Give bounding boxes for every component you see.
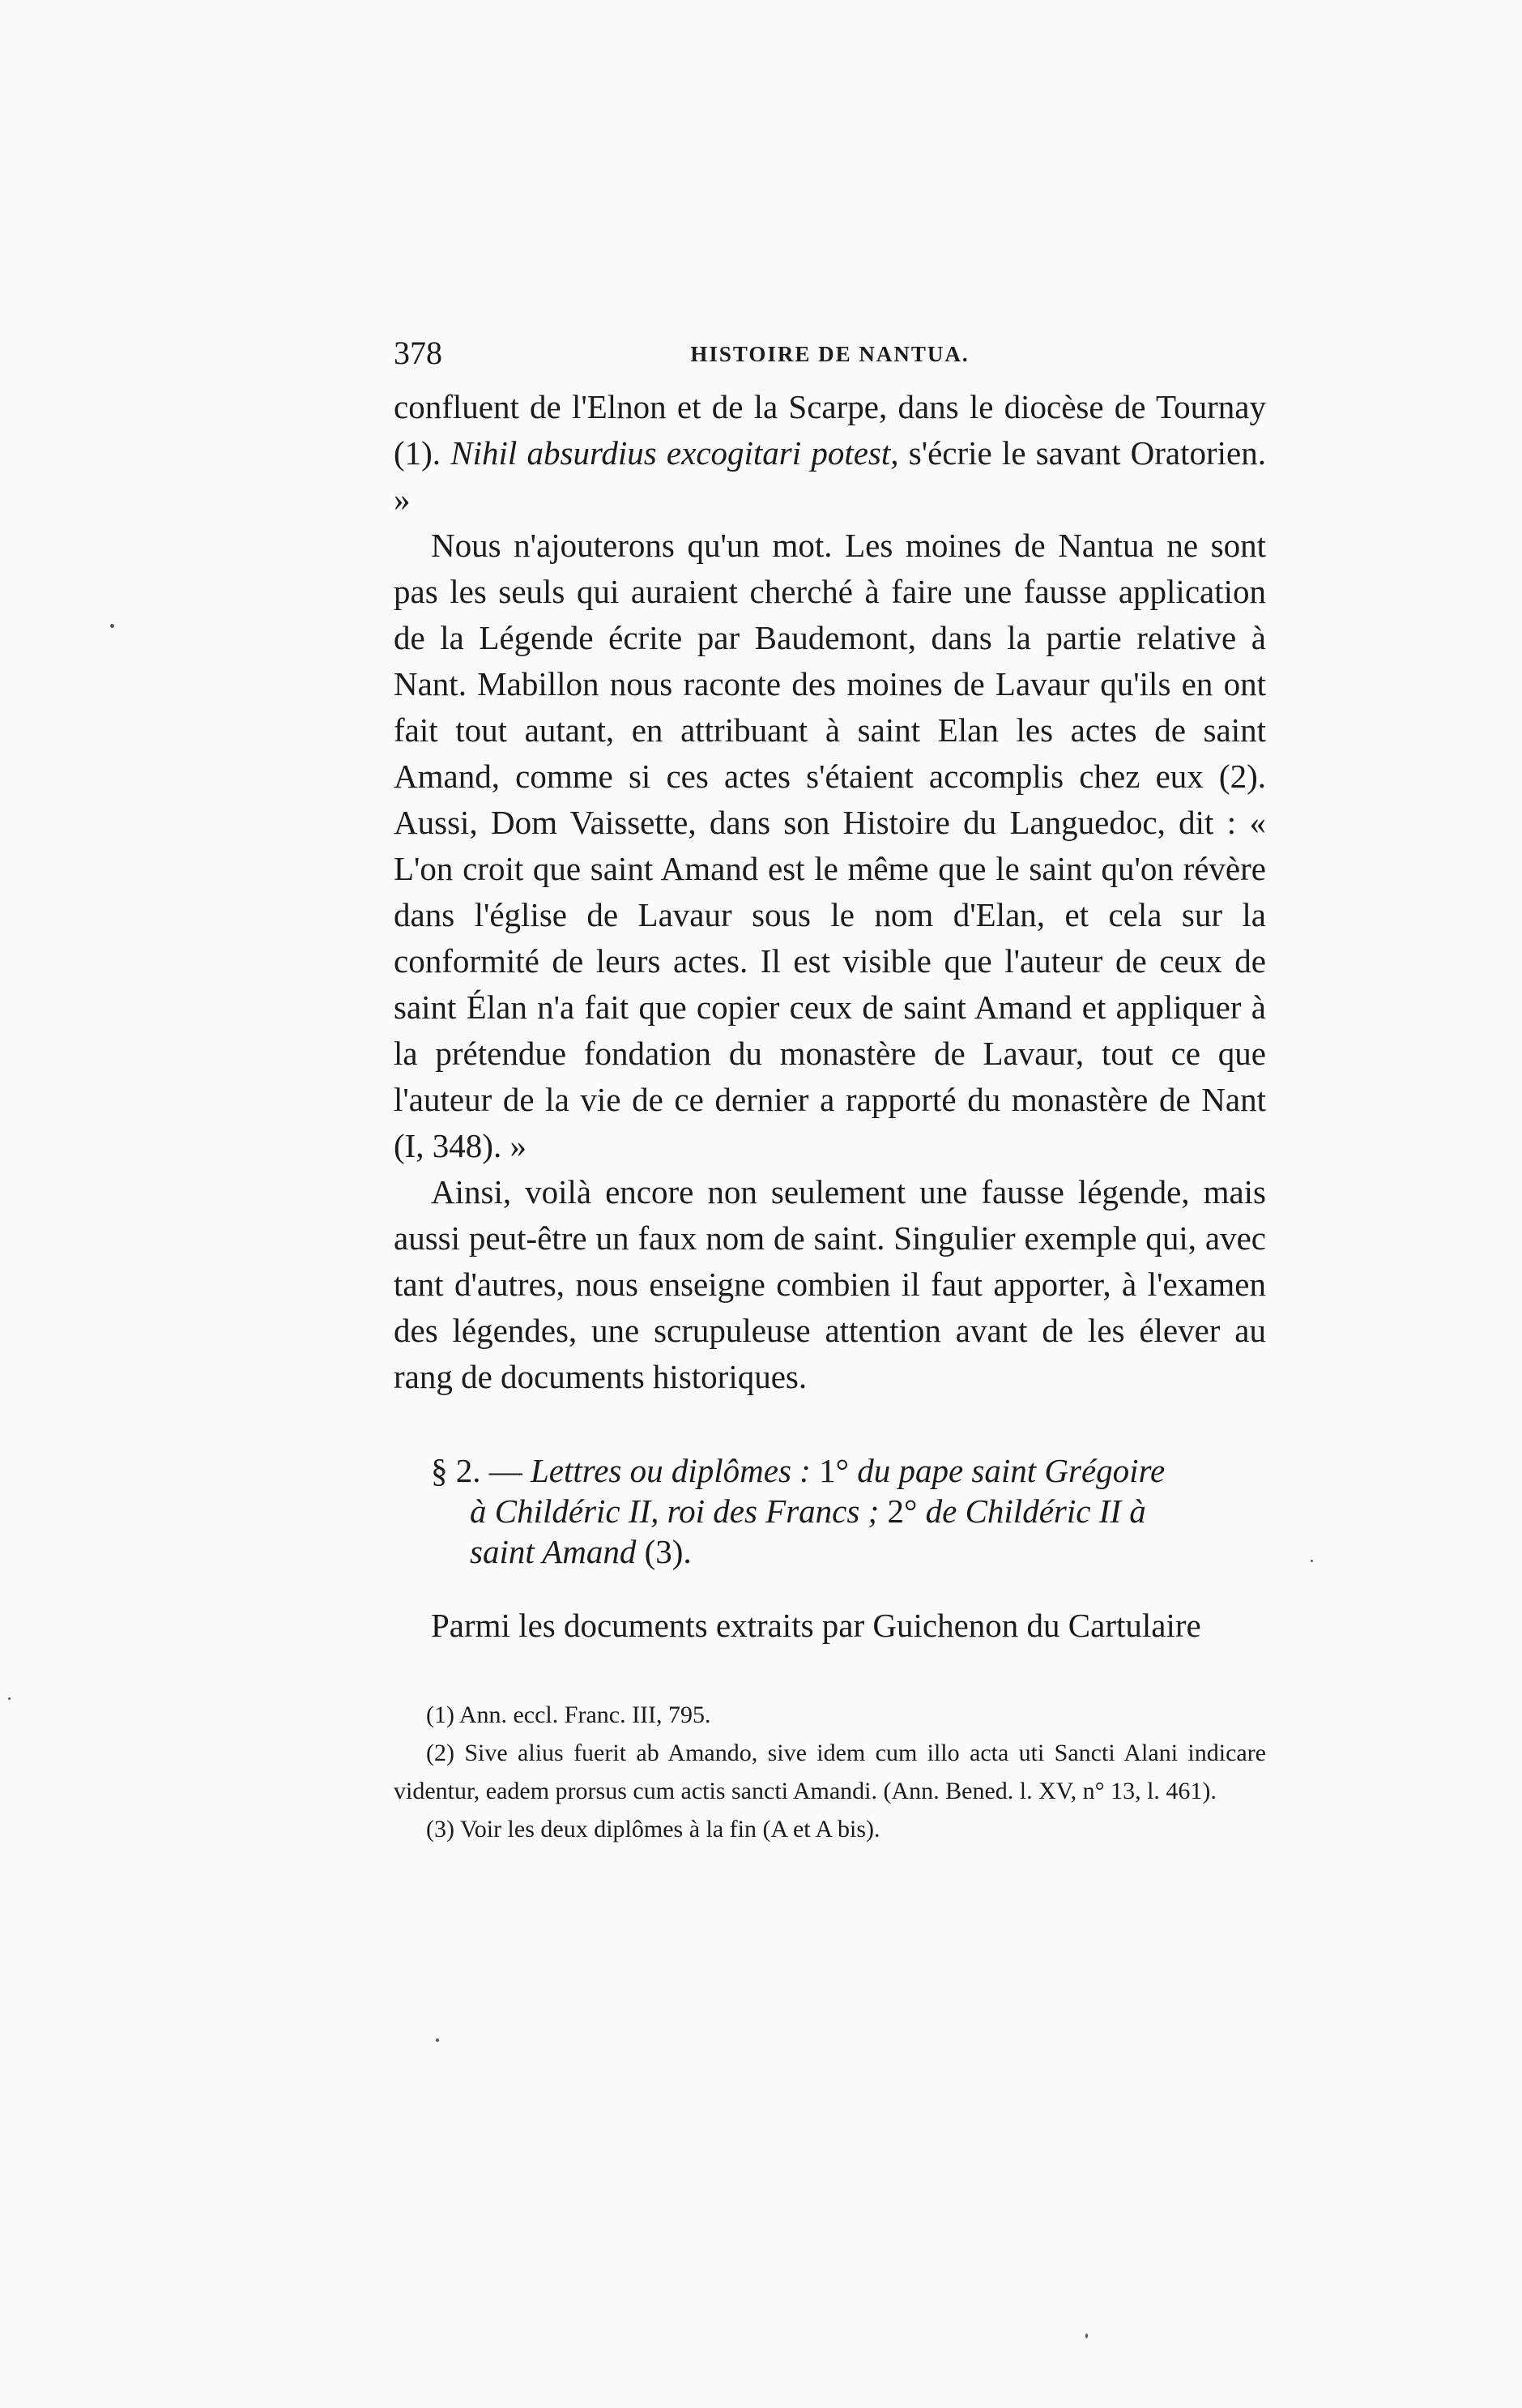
- footnotes: [394, 1696, 1266, 1848]
- page-number: 378: [394, 335, 442, 371]
- footnote-3: (3) Voir les deux diplômes à la fin (A et A bis).: [426, 1816, 880, 1842]
- speck: [436, 2039, 439, 2042]
- footnote-1: (1) Ann. eccl. Franc. III, 795.: [426, 1701, 711, 1728]
- section-title-part-5: saint Amand: [470, 1533, 637, 1570]
- section-note-ref: (3).: [636, 1533, 692, 1570]
- footnote-2: (2) Sive alius fuerit ab Amando, sive idem cum illo acta uti Sancti Alani indicare videntur, eadem prorsus cum actis sancti Amandi. (Ann. Bened. l. XV, n° 13, l. 461).: [394, 1740, 1266, 1804]
- speck: [1085, 2333, 1088, 2338]
- section-title-part-3: à Childéric II, roi des Francs ;: [470, 1492, 880, 1530]
- running-title: HISTOIRE DE NANTUA.: [690, 342, 970, 366]
- section-heading: [394, 1450, 1266, 1572]
- section-ordinal-1: 1°: [810, 1452, 858, 1489]
- running-head: [394, 334, 1266, 374]
- section-title-part-2: du pape saint Grégoire: [857, 1452, 1166, 1489]
- speck: [8, 1697, 11, 1700]
- section-ordinal-2: 2°: [879, 1492, 926, 1530]
- paragraph-3: Ainsi, voilà encore non seulement une fausse légende, mais aussi peut-être un faux nom de saint. Singulier exemple qui, avec tant d'autres, nous enseigne combien il faut apporter, à l'examen des légendes, une scrupuleuse attention avant de les élever au rang de documents historiques.: [394, 1173, 1266, 1395]
- latin-quote: Nihil absurdius excogitari potest,: [450, 434, 899, 472]
- paragraph-1-start: confluent de l'Elnon et de la Scarpe, dans le diocèse de Tournay (1).: [394, 388, 1266, 472]
- speck: [110, 624, 114, 628]
- section-title-part-1: Lettres ou diplômes :: [531, 1452, 811, 1489]
- body-text: [394, 384, 1266, 1649]
- section-symbol: § 2. —: [431, 1452, 522, 1489]
- paragraph-2: Nous n'ajouterons qu'un mot. Les moines de Nantua ne sont pas les seuls qui auraient cherché à faire une fausse application de la Légende écrite par Baudemont, dans la partie relative à Nant. Mabillon nous raconte des moines de Lavaur qu'ils en ont fait tout autant, en attribuant à saint Elan les actes de saint Amand, comme si ces actes s'étaient accomplis chez eux (2). Aussi, Dom Vaissette, dans son Histoire du Languedoc, dit : « L'on croit que saint Amand est le même que le saint qu'on révère dans l'église de Lavaur sous le nom d'Elan, et cela sur la conformité de leurs actes. Il est visible que l'auteur de ceux de saint Élan n'a fait que copier ceux de saint Amand et appliquer à la prétendue fondation du monastère de Lavaur, tout ce que l'auteur de la vie de ce dernier a rapporté du monastère de Nant (I, 348). »: [394, 527, 1266, 1164]
- speck: [1311, 1560, 1313, 1562]
- paragraph-4: Parmi les documents extraits par Guichenon du Cartulaire: [431, 1607, 1201, 1644]
- section-title-part-4: de Childéric II à: [925, 1492, 1146, 1530]
- section-heading-line-3: [431, 1531, 1266, 1572]
- paragraph-1: [394, 384, 1266, 523]
- section-heading-line-2: [431, 1491, 1266, 1531]
- book-page: [394, 334, 1266, 1848]
- paragraph-1-end: s'écrie le savant Oratorien. »: [394, 434, 1267, 518]
- section-heading-line-1: [431, 1450, 1266, 1491]
